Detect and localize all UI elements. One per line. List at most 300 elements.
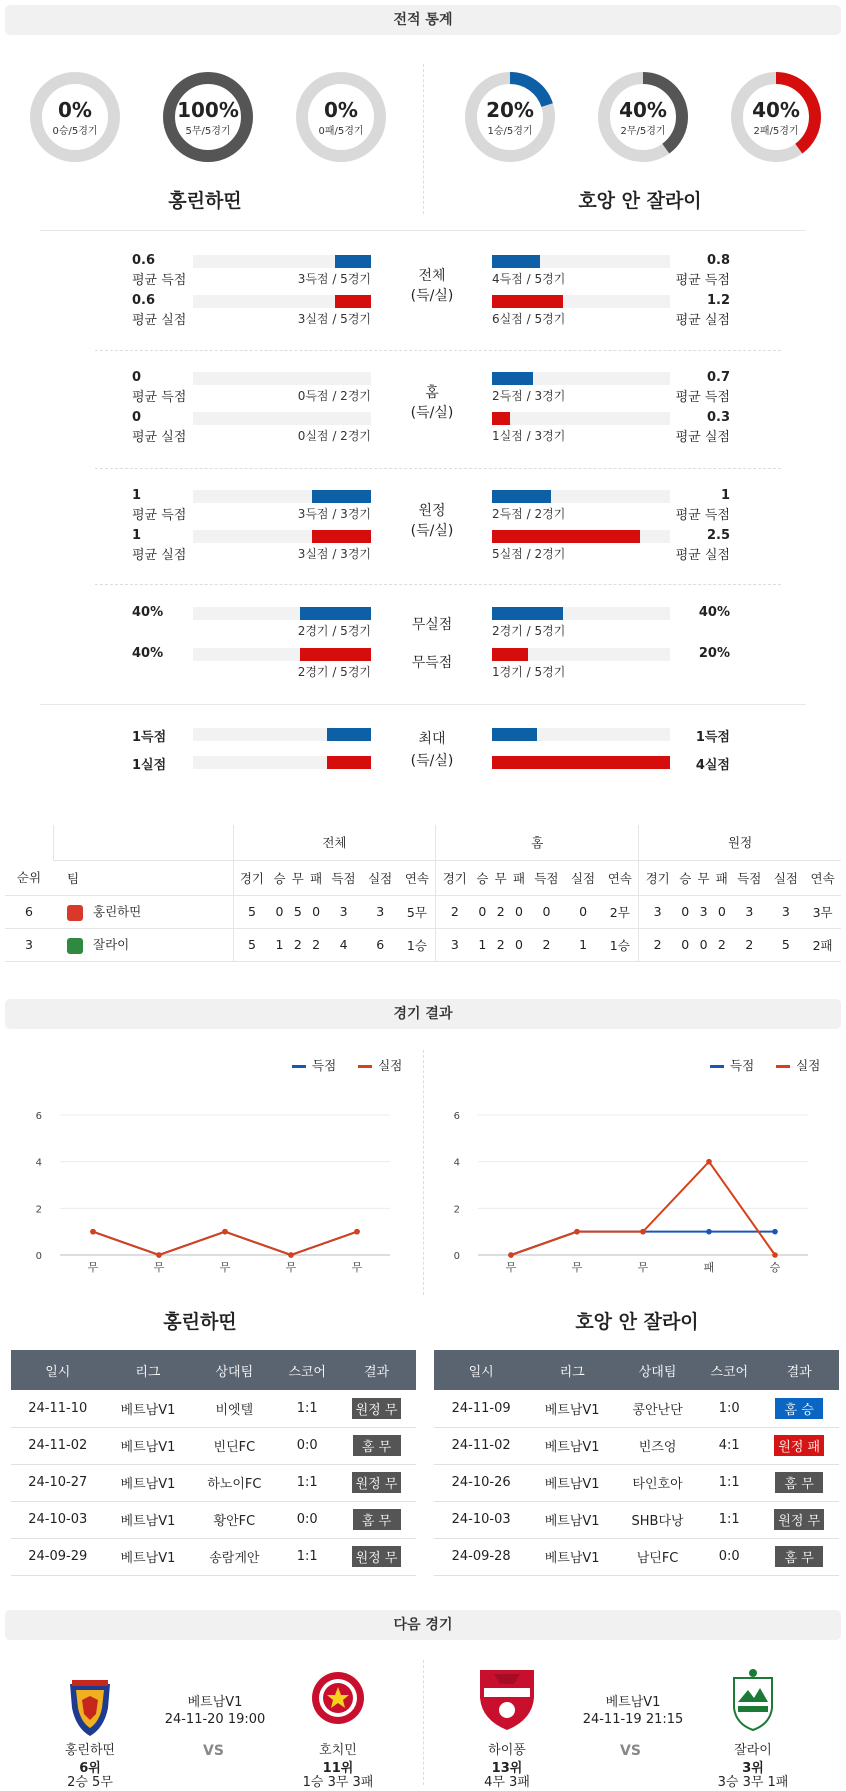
y-tick-label: 4 — [453, 1157, 460, 1169]
column-header: 스코어 — [699, 1350, 759, 1390]
stat-cell: 3 — [694, 895, 712, 928]
stat-value: 1 — [132, 528, 142, 543]
stat-label: 평균 득점 — [132, 508, 187, 523]
x-tick-label: 무 — [571, 1261, 583, 1274]
donut-percent: 100% — [177, 98, 239, 122]
result-badge: 홈 승 — [775, 1398, 823, 1419]
stat-label: 평균 실점 — [675, 430, 730, 445]
data-point — [772, 1252, 778, 1258]
result-badge: 원정 무 — [352, 1472, 402, 1493]
stat-center-label: 전체 — [418, 268, 446, 284]
stat-cell: 1승 — [398, 928, 435, 961]
next-right-team1-name: 하이퐁 — [488, 1743, 526, 1758]
opponent-cell: SHB다낭 — [616, 1501, 699, 1538]
y-tick-label: 6 — [35, 1111, 42, 1122]
stat-cell: 3 — [362, 895, 399, 928]
date-cell: 24-11-02 — [434, 1427, 528, 1464]
record-donut — [729, 70, 823, 164]
stat-label: 평균 득점 — [675, 508, 730, 523]
next-left-vs: VS — [203, 1743, 224, 1759]
stat-cell: 0 — [528, 895, 565, 928]
series-line — [511, 1232, 775, 1255]
table-row — [11, 1427, 416, 1464]
column-header: 승 — [676, 860, 694, 895]
y-tick-label: 4 — [35, 1157, 42, 1169]
y-tick-label: 2 — [453, 1204, 460, 1216]
next-left-team2-rank: 11위 — [322, 1761, 354, 1776]
stat-cell: 2 — [289, 928, 307, 961]
column-header: 경기 — [436, 860, 473, 895]
score-cell: 0:0 — [277, 1427, 337, 1464]
x-tick-label: 패 — [703, 1261, 715, 1274]
donut-subtitle: 2무/5경기 — [620, 126, 666, 137]
opponent-cell: 비엣텔 — [191, 1390, 277, 1427]
stat-bar-fill — [312, 490, 371, 503]
stat-bar-caption: 3득점 / 5경기 — [297, 272, 371, 286]
stat-bar-track — [492, 756, 670, 769]
column-header: 경기 — [233, 860, 270, 895]
stat-cell: 0 — [510, 895, 528, 928]
table-row — [434, 1538, 839, 1575]
group-total: 전체 — [233, 825, 436, 860]
away-results-chart — [448, 1100, 838, 1285]
opponent-cell: 송람게안 — [191, 1538, 277, 1575]
table-row — [434, 1464, 839, 1501]
stat-cell: 1 — [565, 928, 602, 961]
home-team-title: 홍린하띤 — [168, 190, 242, 212]
league-cell: 베트남V1 — [105, 1464, 192, 1501]
stat-value: 0.6 — [132, 253, 156, 268]
column-header: 득점 — [528, 860, 565, 895]
stat-cell: 2 — [492, 928, 510, 961]
stat-cell: 0 — [565, 895, 602, 928]
next-right-team1-rank: 13위 — [491, 1761, 523, 1776]
vertical-divider — [423, 1050, 424, 1295]
stat-bar-caption: 1실점 / 3경기 — [492, 429, 566, 443]
next-left-team1-rank: 6위 — [79, 1761, 101, 1776]
stat-center-label: 무득점 — [411, 655, 453, 671]
stat-cell: 0 — [270, 895, 288, 928]
stat-cell: 2 — [639, 928, 676, 961]
away-team-title: 호앙 안 잘라이 — [578, 190, 702, 212]
legend-conceded-label: 실점 — [796, 1058, 821, 1073]
data-point — [772, 1229, 778, 1235]
column-header: 상대팀 — [616, 1350, 699, 1390]
stat-bar-track — [193, 756, 371, 769]
record-donut — [161, 70, 255, 164]
record-donut — [294, 70, 388, 164]
stat-bar-track — [492, 412, 670, 425]
column-header: 일시 — [434, 1350, 528, 1390]
stat-bar-caption: 2득점 / 2경기 — [492, 507, 566, 521]
data-point — [508, 1252, 514, 1258]
stat-value: 0.6 — [132, 293, 156, 308]
next-right-team2-name: 잘라이 — [734, 1743, 772, 1758]
hong-linh-ha-tinh-logo-icon — [67, 905, 83, 921]
donut-percent: 0% — [324, 98, 358, 122]
stat-cell: 2패 — [804, 928, 841, 961]
stat-cell: 5 — [768, 928, 805, 961]
x-tick-label: 무 — [351, 1261, 363, 1274]
divider — [95, 468, 781, 469]
stat-label: 평균 실점 — [132, 548, 187, 563]
stat-bar-fill — [492, 728, 537, 741]
column-header: 무 — [492, 860, 510, 895]
stat-cell: 3 — [768, 895, 805, 928]
stat-bar-fill — [492, 607, 563, 620]
column-header: 패 — [307, 860, 325, 895]
standings-header-row — [5, 860, 841, 895]
stat-bar-track — [492, 530, 670, 543]
stat-bar-track — [193, 648, 371, 661]
column-header: 팀 — [53, 860, 233, 895]
stat-value: 1 — [132, 488, 142, 503]
record-donut — [28, 70, 122, 164]
column-header: 패 — [713, 860, 731, 895]
stat-value: 4실점 — [695, 758, 730, 773]
column-header: 실점 — [362, 860, 399, 895]
legend-scored-label: 득점 — [312, 1058, 337, 1073]
column-header: 득점 — [325, 860, 362, 895]
stat-bar-track — [492, 607, 670, 620]
stat-center-label: 최대 — [418, 731, 446, 747]
donut-subtitle: 2패/5경기 — [753, 126, 799, 137]
stat-bar-caption: 2경기 / 5경기 — [297, 624, 371, 638]
stat-bar-caption: 4득점 / 5경기 — [492, 272, 566, 286]
column-header: 일시 — [11, 1350, 105, 1390]
stat-cell: 4 — [325, 928, 362, 961]
stat-cell: 3 — [5, 928, 53, 961]
table-row — [11, 1390, 416, 1427]
opponent-cell: 남딘FC — [616, 1538, 699, 1575]
chart-legend-right — [710, 1056, 820, 1074]
column-header: 실점 — [768, 860, 805, 895]
next-right-league: 베트남V1 — [605, 1695, 661, 1710]
stat-cell: 5 — [233, 928, 270, 961]
stat-value: 0.8 — [706, 253, 730, 268]
result-cell — [337, 1501, 416, 1538]
column-header: 스코어 — [277, 1350, 337, 1390]
donut-subtitle: 5무/5경기 — [185, 126, 231, 137]
stat-bar-fill — [312, 530, 371, 543]
result-badge: 원정 패 — [774, 1435, 824, 1456]
donut-percent: 0% — [58, 98, 92, 122]
stat-cell: 6 — [5, 895, 53, 928]
column-header: 순위 — [5, 860, 53, 895]
stat-center-label: (득/실) — [410, 405, 454, 421]
stat-bar-track — [193, 728, 371, 741]
stat-bar-fill — [327, 728, 372, 741]
table-row — [11, 1464, 416, 1501]
next-right-team2-record: 3승 3무 1패 — [717, 1775, 789, 1790]
team-cell[interactable] — [53, 928, 233, 961]
x-tick-label: 승 — [769, 1261, 781, 1274]
date-cell: 24-10-26 — [434, 1464, 528, 1501]
stat-bar-fill — [492, 648, 528, 661]
donut-percent: 40% — [752, 98, 800, 122]
hoang-anh-gia-lai-logo-icon — [730, 1668, 776, 1732]
result-cell — [759, 1427, 839, 1464]
stat-bar-caption: 3실점 / 3경기 — [297, 547, 371, 561]
stat-bar-caption: 2경기 / 5경기 — [492, 624, 566, 638]
stat-cell: 5 — [233, 895, 270, 928]
result-cell — [337, 1464, 416, 1501]
stat-cell: 2 — [307, 928, 325, 961]
stat-bar-fill — [300, 648, 371, 661]
stat-bar-caption: 0득점 / 2경기 — [297, 389, 371, 403]
data-point — [288, 1252, 294, 1258]
opponent-cell: 콩안난단 — [616, 1390, 699, 1427]
home-team-title-results: 홍린하띤 — [163, 1311, 237, 1333]
y-tick-label: 0 — [35, 1251, 42, 1262]
x-tick-label: 무 — [219, 1261, 231, 1274]
legend-scored-label: 득점 — [730, 1058, 755, 1073]
column-header: 득점 — [731, 860, 768, 895]
next-left-team1-record: 2승 5무 — [67, 1775, 113, 1790]
stat-label: 평균 실점 — [132, 430, 187, 445]
x-tick-label: 무 — [505, 1261, 517, 1274]
legend-scored-swatch — [292, 1065, 306, 1068]
league-cell: 베트남V1 — [105, 1390, 192, 1427]
stat-bar-caption: 0실점 / 2경기 — [297, 429, 371, 443]
stat-cell: 2 — [713, 928, 731, 961]
vertical-divider — [423, 64, 424, 214]
stats-section-header: 전적 통계 — [5, 5, 841, 35]
opponent-cell: 하노이FC — [191, 1464, 277, 1501]
stat-label: 평균 득점 — [132, 390, 187, 405]
home-results-table — [11, 1350, 416, 1576]
result-cell — [337, 1390, 416, 1427]
stat-bar-caption: 1경기 / 5경기 — [492, 665, 566, 679]
league-cell: 베트남V1 — [105, 1427, 192, 1464]
next-left-team2-name: 호치민 — [319, 1743, 357, 1758]
next-right-time: 24-11-19 21:15 — [582, 1712, 684, 1727]
result-cell — [759, 1501, 839, 1538]
stat-value: 1 — [720, 488, 730, 503]
stat-value: 0.3 — [706, 410, 730, 425]
group-home: 홈 — [436, 825, 639, 860]
score-cell: 0:0 — [277, 1501, 337, 1538]
column-header: 리그 — [528, 1350, 616, 1390]
stat-bar-fill — [335, 255, 371, 268]
opponent-cell: 타인호아 — [616, 1464, 699, 1501]
league-cell: 베트남V1 — [528, 1538, 616, 1575]
divider — [95, 584, 781, 585]
x-tick-label: 무 — [285, 1261, 297, 1274]
divider — [40, 704, 806, 705]
stat-cell: 0 — [676, 895, 694, 928]
stat-bar-fill — [335, 295, 371, 308]
legend-scored-swatch — [710, 1065, 724, 1068]
date-cell: 24-11-02 — [11, 1427, 105, 1464]
stat-bar-track — [492, 490, 670, 503]
score-cell: 1:0 — [699, 1390, 759, 1427]
stat-cell: 0 — [694, 928, 712, 961]
column-header: 무 — [289, 860, 307, 895]
legend-conceded-swatch — [776, 1065, 790, 1068]
data-point — [156, 1252, 162, 1258]
result-badge: 홈 무 — [353, 1509, 401, 1530]
next-right-team2-rank: 3위 — [742, 1761, 764, 1776]
result-badge: 홈 무 — [775, 1546, 823, 1567]
stat-value: 20% — [698, 646, 730, 661]
next-left-team2-record: 1승 3무 3패 — [302, 1775, 374, 1790]
column-header: 승 — [270, 860, 288, 895]
league-cell: 베트남V1 — [528, 1390, 616, 1427]
stat-bar-caption: 2경기 / 5경기 — [297, 665, 371, 679]
column-header: 상대팀 — [191, 1350, 277, 1390]
stat-value: 40% — [698, 605, 730, 620]
stat-cell: 2 — [731, 928, 768, 961]
stat-bar-track — [492, 295, 670, 308]
stat-bar-fill — [492, 295, 563, 308]
score-cell: 0:0 — [699, 1538, 759, 1575]
stat-cell: 0 — [473, 895, 491, 928]
score-cell: 1:1 — [277, 1538, 337, 1575]
result-cell — [759, 1538, 839, 1575]
table-row — [11, 1538, 416, 1575]
result-cell — [337, 1538, 416, 1575]
stat-bar-fill — [492, 255, 540, 268]
next-left-time: 24-11-20 19:00 — [164, 1712, 266, 1727]
x-tick-label: 무 — [87, 1261, 99, 1274]
empty-cell — [5, 825, 53, 860]
column-header: 실점 — [565, 860, 602, 895]
stat-value: 40% — [132, 646, 164, 661]
date-cell: 24-11-09 — [434, 1390, 528, 1427]
date-cell: 24-10-27 — [11, 1464, 105, 1501]
donut-percent: 40% — [619, 98, 667, 122]
stat-cell: 2 — [492, 895, 510, 928]
score-cell: 4:1 — [699, 1427, 759, 1464]
column-header: 무 — [694, 860, 712, 895]
table-row — [434, 1501, 839, 1538]
results-section-header: 경기 결과 — [5, 999, 841, 1029]
series-line — [93, 1232, 357, 1255]
stat-cell: 0 — [676, 928, 694, 961]
stat-label: 평균 득점 — [675, 390, 730, 405]
stat-cell: 6 — [362, 928, 399, 961]
stat-cell: 1 — [473, 928, 491, 961]
score-cell: 1:1 — [277, 1390, 337, 1427]
stat-center-label: (득/실) — [410, 288, 454, 304]
data-point — [354, 1229, 360, 1235]
away-team-title-results: 호앙 안 잘라이 — [575, 1311, 699, 1333]
hai-phong-logo-icon — [474, 1664, 540, 1734]
hoang-anh-gia-lai-logo-icon — [67, 938, 83, 954]
column-header: 리그 — [105, 1350, 192, 1390]
stat-cell: 2 — [436, 895, 473, 928]
league-cell: 베트남V1 — [105, 1501, 192, 1538]
data-point — [90, 1229, 96, 1235]
stat-label: 평균 득점 — [132, 273, 187, 288]
away-results-table — [434, 1350, 839, 1576]
stat-cell: 3 — [731, 895, 768, 928]
column-header: 결과 — [759, 1350, 839, 1390]
result-badge: 홈 무 — [775, 1472, 823, 1493]
home-results-chart — [30, 1100, 420, 1285]
stat-bar-fill — [492, 530, 640, 543]
result-badge: 원정 무 — [774, 1509, 824, 1530]
date-cell: 24-11-10 — [11, 1390, 105, 1427]
result-badge: 원정 무 — [352, 1546, 402, 1567]
data-point — [640, 1229, 646, 1235]
data-point — [706, 1159, 712, 1165]
team-name: 잘라이 — [93, 937, 130, 953]
stat-center-label: 홈 — [425, 385, 439, 401]
date-cell: 24-09-29 — [11, 1538, 105, 1575]
stat-bar-track — [193, 412, 371, 425]
stat-cell: 0 — [510, 928, 528, 961]
table-row — [11, 1501, 416, 1538]
stat-bar-fill — [492, 756, 670, 769]
stat-bar-fill — [327, 756, 372, 769]
stat-cell: 3 — [639, 895, 676, 928]
date-cell: 24-10-03 — [11, 1501, 105, 1538]
stat-value: 2.5 — [706, 528, 730, 543]
stat-value: 1득점 — [132, 730, 167, 745]
record-donut — [596, 70, 690, 164]
stat-value: 0 — [132, 370, 142, 385]
legend-conceded-swatch — [358, 1065, 372, 1068]
stat-bar-caption: 3실점 / 5경기 — [297, 312, 371, 326]
stat-value: 1실점 — [132, 758, 167, 773]
stat-label: 평균 실점 — [675, 548, 730, 563]
stat-cell: 3 — [325, 895, 362, 928]
column-header: 패 — [510, 860, 528, 895]
score-cell: 1:1 — [699, 1501, 759, 1538]
result-cell — [759, 1390, 839, 1427]
stat-value: 1.2 — [706, 293, 730, 308]
series-line — [93, 1232, 357, 1255]
team-name: 홍린하띤 — [93, 904, 142, 920]
team-cell[interactable] — [53, 895, 233, 928]
stat-bar-track — [193, 490, 371, 503]
stat-cell: 1 — [270, 928, 288, 961]
stat-bar-fill — [492, 412, 510, 425]
data-point — [706, 1229, 712, 1235]
next-section-header: 다음 경기 — [5, 1610, 841, 1640]
empty-cell — [53, 825, 233, 860]
stat-value: 0.7 — [706, 370, 730, 385]
stat-cell: 1승 — [601, 928, 638, 961]
stat-center-label: 원정 — [418, 503, 446, 519]
chart-legend-left — [292, 1056, 402, 1074]
results-header-row — [434, 1350, 839, 1390]
hong-linh-ha-tinh-logo-icon — [62, 1678, 118, 1738]
column-header: 연속 — [398, 860, 435, 895]
stat-bar-track — [193, 607, 371, 620]
stat-bar-track — [492, 728, 670, 741]
column-header: 연속 — [804, 860, 841, 895]
date-cell: 24-09-28 — [434, 1538, 528, 1575]
table-row — [434, 1390, 839, 1427]
stat-bar-track — [193, 530, 371, 543]
donut-subtitle: 0패/5경기 — [318, 126, 364, 137]
stat-center-label: (득/실) — [410, 753, 454, 769]
column-header: 연속 — [601, 860, 638, 895]
standings-table — [5, 825, 841, 962]
stat-value: 40% — [132, 605, 164, 620]
stat-label: 평균 득점 — [675, 273, 730, 288]
y-tick-label: 2 — [35, 1204, 42, 1216]
divider — [40, 230, 806, 231]
stat-cell: 5 — [289, 895, 307, 928]
next-right-team1-record: 4무 3패 — [484, 1775, 530, 1790]
next-right-vs: VS — [620, 1743, 641, 1759]
x-tick-label: 무 — [153, 1261, 165, 1274]
stat-bar-caption: 2득점 / 3경기 — [492, 389, 566, 403]
